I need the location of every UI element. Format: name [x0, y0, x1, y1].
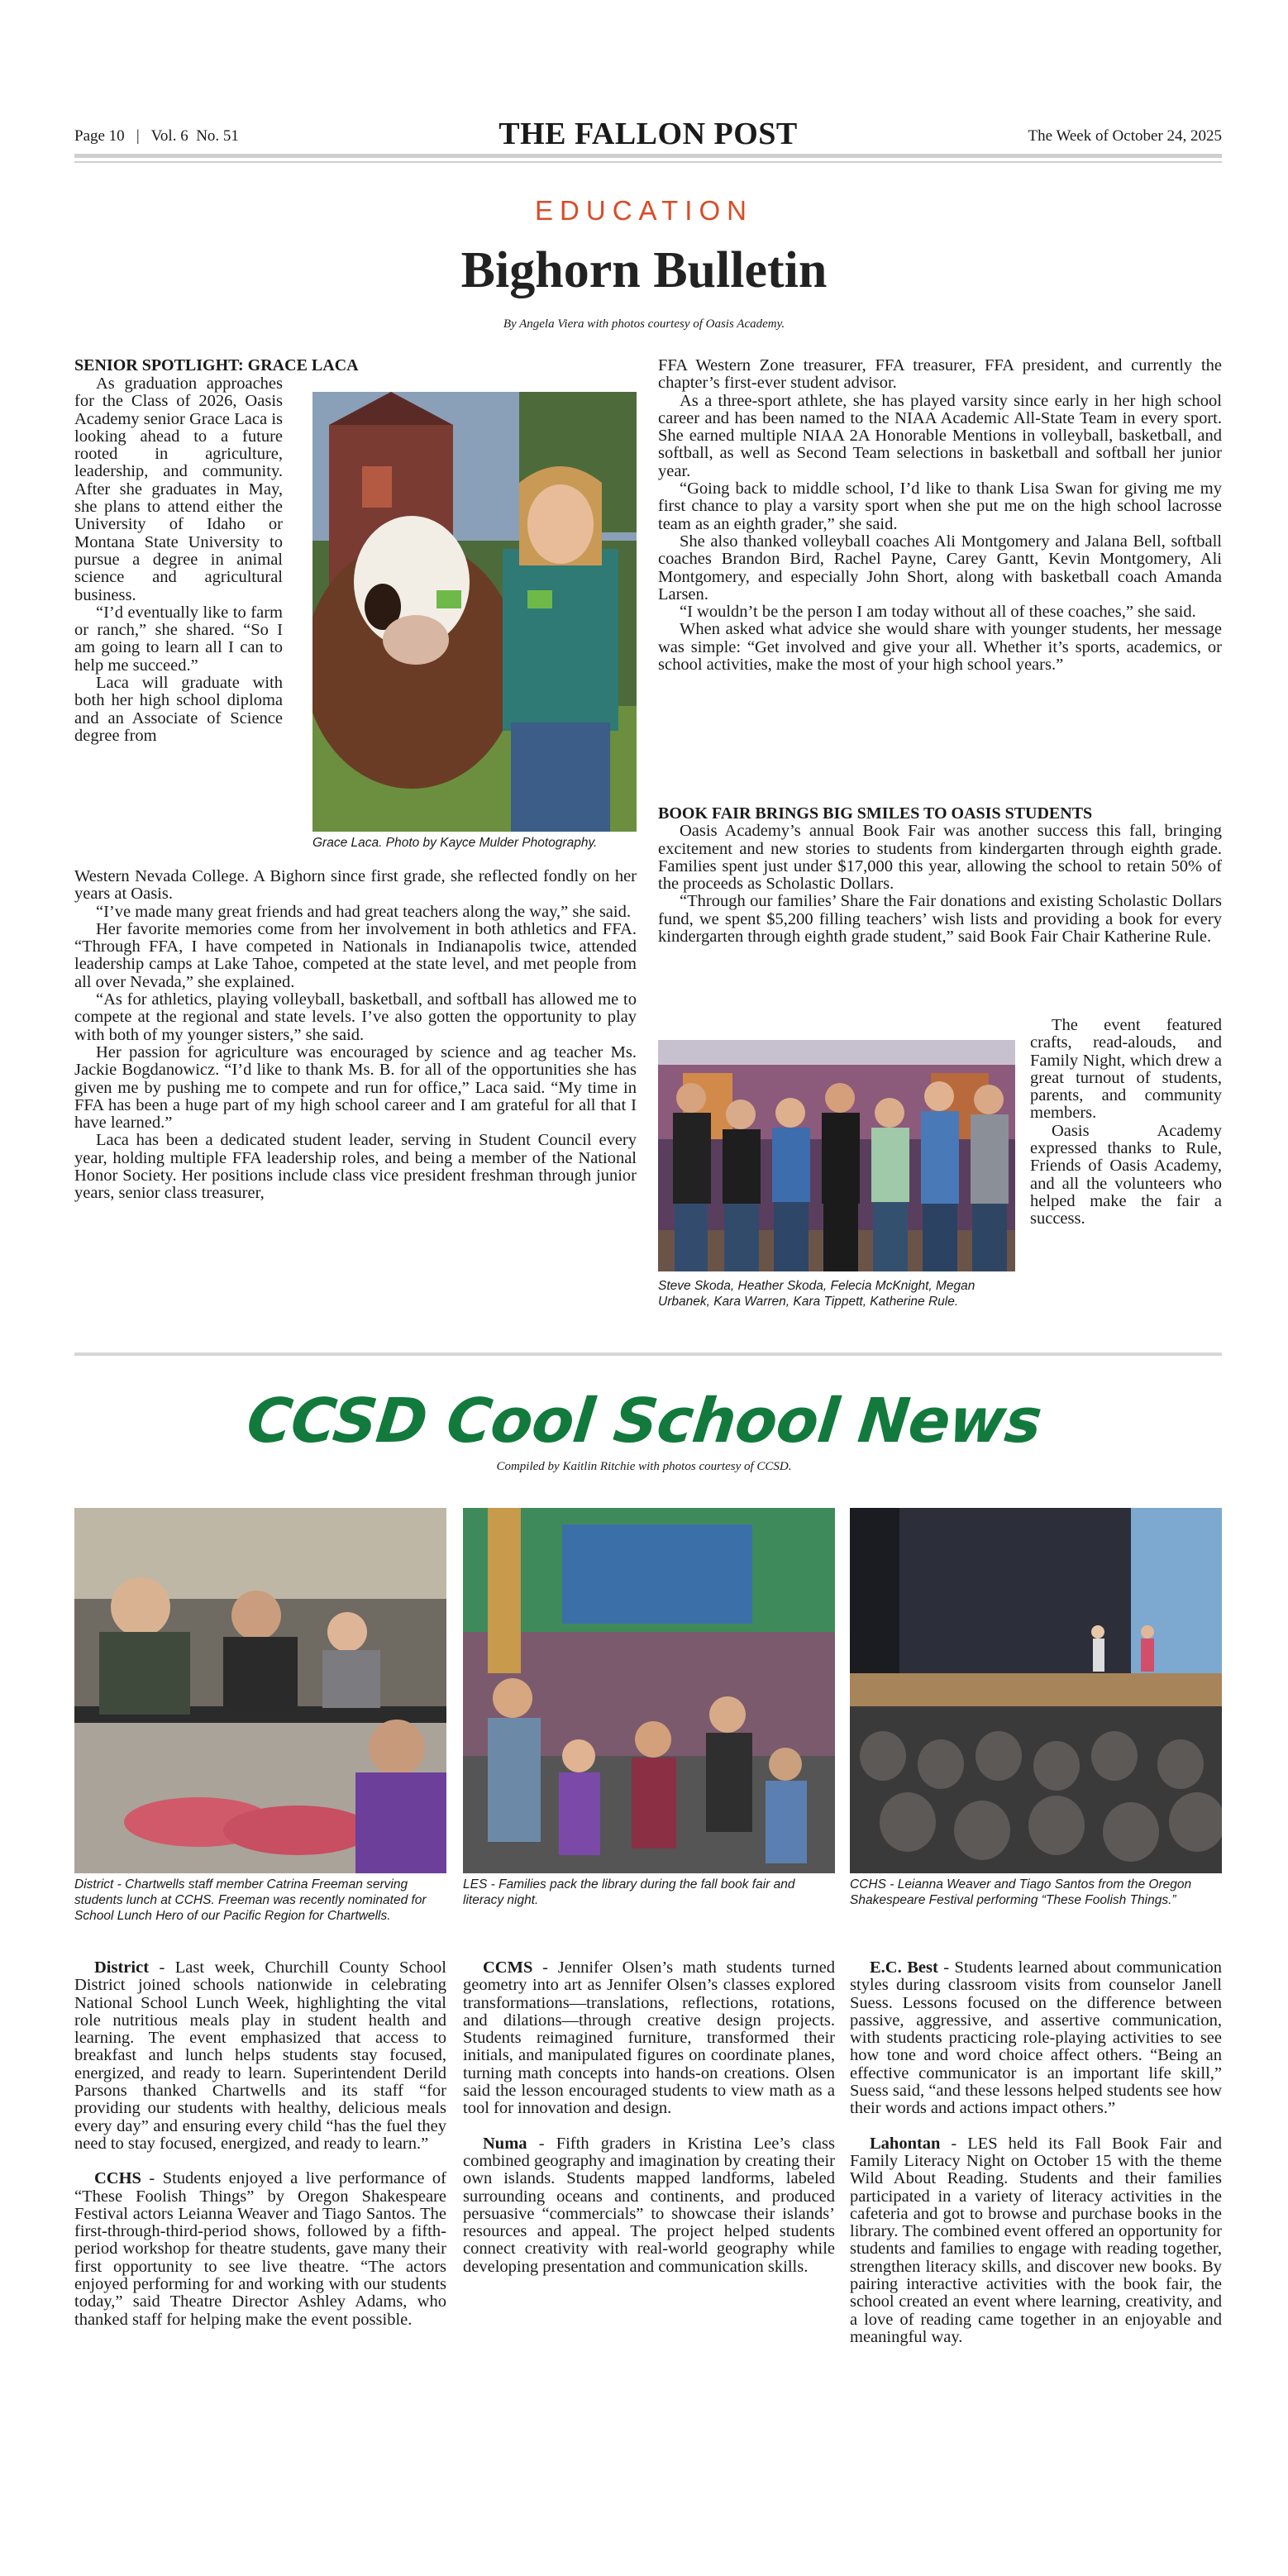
spotlight-paragraph: “I wouldn’t be the person I am today without all of these coaches,” she said. [680, 603, 1196, 622]
school-story [463, 2135, 835, 2276]
grace-photo-caption: Grace Laca. Photo by Kayce Mulder Photography. [312, 836, 598, 850]
section-divider [74, 1352, 1222, 1356]
story-text: - Fifth graders in Kristina Lee’s class combined geography and imagination by creating their own islands. Students mapped landforms, labeled surrounding oceans and continents, and produced persuasive “commercials” to showcase their islands’ resources and appeal. The project helped students connect creativity with real-world geography while developing presentation and communication skills. [463, 2134, 835, 2276]
spotlight-paragraph: Her passion for agriculture was encouraged by science and ag teacher Ms. Jackie Bogdanowicz. “I’d like to thank Ms. B. for all of the opportunities she has given me by pushing me to compete and run for office,” Laca said. “My time in FFA has been a huge part of my high school career and I am grateful for all that I have learned.” [74, 1042, 637, 1133]
story-text: - Students enjoyed a live performance of “These Foolish Things” by Oregon Shakespeare Festival actors Leianna Weaver and Tiago Santos. The first-through-third-period shows, followed by a fifth-period workshop for theatre students, gave many their first opportunity to see live theatre. “The actors enjoyed performing for and working with our students today,” said Theatre Director Ashley Adams, who thanked staff for helping make the event possible. [74, 2169, 446, 2329]
spotlight-wide-column [74, 868, 637, 1203]
masthead-rule [74, 154, 1222, 158]
paper-name: THE FALLON POST [499, 117, 798, 151]
story-text: - Students learned about communication styles during classroom visits from counselor Janell Suess. Lessons focused on the difference between passive, aggressive, and assertive communication, with students practicing role-playing activities to see how tone and word choice affect others. “Being an effective communicator is an important life skill,” Suess said, “and these lessons helped students see how their words and actions impact others.” [850, 1958, 1222, 2118]
bookfair-photo-caption: Steve Skoda, Heather Skoda, Felecia McKnight, Megan Urbanek, Kara Warren, Kara Tippett, Katherine Rule. [658, 1279, 976, 1309]
bookfair-volunteers-photo [658, 1040, 1015, 1271]
bookfair-paragraph: Oasis Academy expressed thanks to Rule, Friends of Oasis Academy, and all the volunteers who helped make the fair a success. [1030, 1121, 1222, 1228]
issue-week: The Week of October 24, 2025 [1028, 127, 1222, 145]
school-name: CCMS [483, 1958, 533, 1977]
bookfair-paragraph: The event featured crafts, read-alouds, and Family Night, which drew a great turnout of students, parents, and community members. [1030, 1016, 1222, 1123]
headline-byline: By Angela Viera with photos courtesy of Oasis Academy. [503, 317, 785, 331]
spotlight-paragraph: Her favorite memories come from her involvement in both athletics and FFA. “Through FFA, I have competed in Nationals in Indianapolis twice, attended leadership camps at Lake Tahoe, competed at the state level, and met people from all over Nevada,” she explained. [74, 919, 637, 991]
spotlight-paragraph: “I’ve made many great friends and had great teachers along the way,” she said. [96, 902, 631, 921]
ccsd-column-3 [850, 1959, 1222, 2364]
masthead [74, 116, 1222, 149]
ccsd-column-2 [463, 1959, 835, 2293]
bookfair-article [658, 805, 1222, 946]
section-label: EDUCATION [535, 195, 753, 226]
page-info: Page 10 | Vol. 6 No. 51 [74, 127, 239, 145]
spotlight-continued [658, 357, 1222, 674]
ccsd-column-1 [74, 1959, 446, 2346]
spotlight-paragraph: “Going back to middle school, I’d like to thank Lisa Swan for giving me my first chance to play a varsity sport when she put me on the high school lacrosse team as an eighth grader,” she said. [658, 479, 1222, 533]
spotlight-paragraph: Laca will graduate with both her high school diploma and an Associate of Science degree from [74, 674, 283, 745]
lunch-line-photo [74, 1508, 446, 1873]
ccsd-section-title: CCSD Cool School News [243, 1386, 1045, 1457]
story-text: - Jennifer Olsen’s math students turned geometry into art as Jennifer Olsen’s classes explored transformations—translations, reflections, rotations, and dilations—through creative design projects. Students reimagined furniture, transformed their initials, and manipulated figures on coordinate planes, turning math concepts into hands-on creations. Olsen said the lesson encouraged students to view math as a tool for innovation and design. [463, 1958, 835, 2118]
school-story [74, 2170, 446, 2329]
school-story [850, 1959, 1222, 2118]
spotlight-paragraph: Laca has been a dedicated student leader, serving in Student Council every year, holding multiple FFA leadership roles, and being a member of the National Honor Society. Her positions include class vice president freshman through junior years, senior class treasurer, [74, 1131, 637, 1203]
bookfair-heading: BOOK FAIR BRINGS BIG SMILES TO OASIS STUDENTS [658, 804, 1093, 823]
theatre-performance-photo [850, 1508, 1222, 1873]
ccsd-photo-caption: CCHS - Leianna Weaver and Tiago Santos from the Oregon Shakespeare Festival performing “These Foolish Things.” [850, 1877, 1192, 1907]
spotlight-paragraph: As graduation approaches for the Class of 2026, Oasis Academy senior Grace Laca is looking ahead to a future rooted in agriculture, leadership, and community. After she graduates in May, she plans to attend either the University of Idaho or Montana State University to pursue a degree in animal science and agricultural business. [74, 374, 283, 604]
spotlight-narrow-column [74, 375, 283, 745]
page-headline: Bighorn Bulletin [460, 242, 828, 298]
ccsd-photo-caption: LES - Families pack the library during the fall book fair and literacy night. [463, 1877, 795, 1907]
spotlight-paragraph: She also thanked volleyball coaches Ali Montgomery and Jalana Bell, softball coaches Brandon Bird, Rachel Payne, Carey Gantt, Kevin Montgomery, Ali Montgomery, and especially John Short, along with basketball coach Amanda Larsen. [658, 532, 1222, 603]
spotlight-heading: SENIOR SPOTLIGHT: GRACE LACA [74, 356, 359, 374]
spotlight-paragraph: As a three-sport athlete, she has played varsity since early in her high school career and has been named to the NIAA Academic All-State Team in every sport. She earned multiple NIAA 2A Honorable Mentions in volleyball, basketball, and softball, as well as Second Team selections in basketball and softball her junior year. [658, 391, 1222, 480]
school-story [463, 1959, 835, 2118]
spotlight-paragraph: “I’d eventually like to farm or ranch,” she shared. “So I am going to learn all I can to help me succeed.” [74, 603, 283, 675]
spotlight-paragraph: When asked what advice she would share with younger students, her message was simple: “Get involved and give your all. Whether it’s sports, academics, or school activities, make the most of your high school years.” [658, 620, 1222, 675]
school-story [74, 1959, 446, 2153]
bookfair-paragraph: “Through our families’ Share the Fair donations and existing Scholastic Dollars fund, we spent $5,200 filling teachers’ wish lists and providing a book for every kindergarten through eighth grade student,” said Book Fair Chair Katherine Rule. [658, 892, 1222, 947]
school-name: Lahontan [870, 2134, 941, 2153]
spotlight-paragraph: Western Nevada College. A Bighorn since first grade, she reflected fondly on her years at Oasis. [74, 867, 637, 904]
spotlight-paragraph: FFA Western Zone treasurer, FFA treasurer, FFA president, and currently the chapter’s first-ever student advisor. [658, 356, 1222, 393]
masthead-rule-thin [74, 161, 1222, 163]
school-name: District [94, 1958, 150, 1977]
school-story [850, 2135, 1222, 2347]
story-text: - LES held its Fall Book Fair and Family Literacy Night on October 15 with the theme Wild About Reading. Students and their families participated in a variety of literacy activities in the cafeteria and got to browse and purchase books in the library. The combined event offered an opportunity for students and families to engage with reading together, strengthen literacy skills, and discover new books. By pairing interactive activities with the book fair, the school created an event where learning, creativity, and a love of reading came together in an enjoyable and meaningful way. [850, 2134, 1222, 2346]
story-text: - Last week, Churchill County School District joined schools nationwide in celebrating National School Lunch Week, highlighting the vital role nutritious meals play in student health and learning. The event emphasized that access to breakfast and lunch helps students stay focused, energized, and ready to learn. Superintendent Derild Parsons thanked Chartwells and its staff “for providing our students with healthy, delicious meals every day” and ensuring every child “has the fuel they need to stay focused, energized, and ready to learn.” [74, 1958, 446, 2153]
ccsd-photo-caption: District - Chartwells staff member Catrina Freeman serving students lunch at CCHS. Freeman was recently nominated for School Lunch Hero of our Pacific Region for Chartwells. [74, 1877, 427, 1923]
spotlight-paragraph: “As for athletics, playing volleyball, basketball, and softball has allowed me to compete at the regional and state levels. I’ve also gotten the opportunity to play with both of my younger sisters,” she said. [74, 990, 637, 1044]
ccsd-byline: Compiled by Kaitlin Ritchie with photos courtesy of CCSD. [496, 1460, 792, 1473]
bookfair-narrow-column [1030, 1017, 1222, 1228]
school-name: Numa [483, 2134, 527, 2153]
school-name: CCHS [94, 2169, 141, 2188]
library-bookfair-photo [463, 1508, 835, 1873]
grace-laca-photo [312, 392, 637, 832]
school-name: E.C. Best [870, 1958, 938, 1977]
bookfair-paragraph: Oasis Academy’s annual Book Fair was another success this fall, bringing excitement and new stories to students from kindergarten through eighth grade. Families spent just under $17,000 this year, allowing the school to retain 50% of the proceeds as Scholastic Dollars. [658, 822, 1222, 894]
